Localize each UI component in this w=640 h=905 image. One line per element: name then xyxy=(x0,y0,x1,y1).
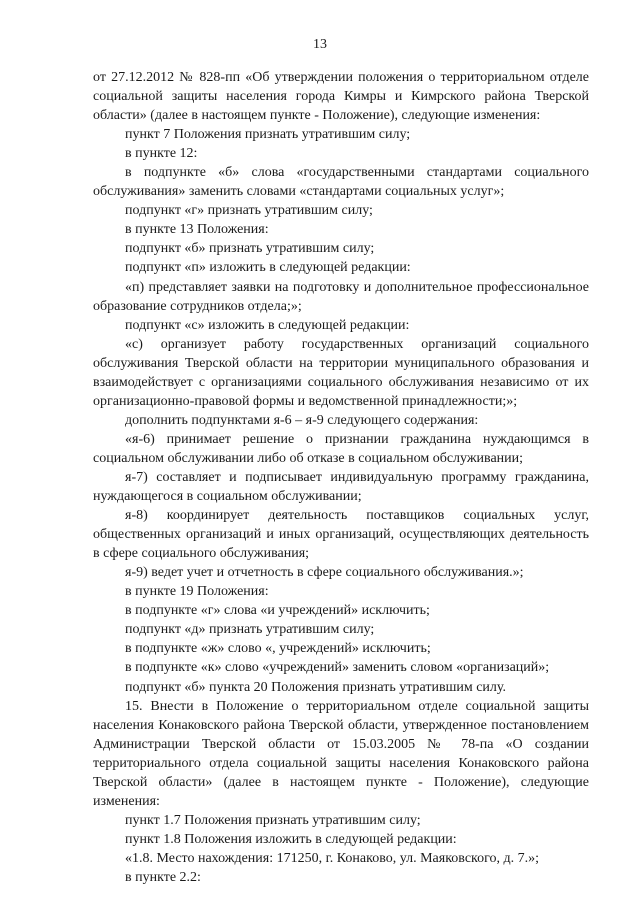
paragraph: подпункт «с» изложить в следующей редакции: xyxy=(125,317,410,333)
paragraph: подпункт «п» изложить в следующей редакции: xyxy=(125,260,411,276)
paragraph: в пункте 12: xyxy=(125,146,198,162)
paragraph: в пункте 19 Положения: xyxy=(125,584,269,600)
paragraph: в подпункте «б» слова «государственными стандартами социального обслуживания» заменить словами «стандартами социальных услуг»; xyxy=(93,165,589,200)
paragraph: подпункт «д» признать утратившим силу; xyxy=(125,622,375,638)
paragraph: пункт 1.7 Положения признать утратившим силу; xyxy=(125,812,421,828)
paragraph: я-9) ведет учет и отчетность в сфере социального обслуживания.»; xyxy=(125,565,524,581)
paragraph: «п) представляет заявки на подготовку и дополнительное профессиональное образование сотрудников отдела;»; xyxy=(93,279,589,314)
paragraph: подпункт «б» признать утратившим силу; xyxy=(125,241,375,257)
paragraph: я-8) координирует деятельность поставщиков социальных услуг, общественных организаций и иных организаций, осуществляющих деятельность в сфере социального обслуживания; xyxy=(93,508,589,562)
paragraph: в пункте 2.2: xyxy=(125,869,201,885)
paragraph: подпункт «г» признать утратившим силу; xyxy=(125,203,373,219)
paragraph: пункт 7 Положения признать утратившим силу; xyxy=(125,127,411,143)
paragraph-intro: от 27.12.2012 № 828-пп «Об утверждении положения о территориальном отделе социальной защиты населения города Кимры и Кимрского района Тверской области» (далее в настоящем пункте - Положение), следующие изменения: xyxy=(93,70,589,124)
paragraph: дополнить подпунктами я-6 – я-9 следующего содержания: xyxy=(125,412,479,428)
paragraph: «я-6) принимает решение о признании гражданина нуждающимся в социальном обслуживании либо об отказе в социальном обслуживании; xyxy=(93,431,589,466)
paragraph: в пункте 13 Положения: xyxy=(125,222,269,238)
paragraph: подпункт «б» пункта 20 Положения признать утратившим силу. xyxy=(125,679,506,695)
paragraph: «с) организует работу государственных организаций социального обслуживания Тверской области на территории муниципального образования и взаимодействует с организациями социального обслуживания независимо от их организационно-правовой формы и ведомственной принадлежности;»; xyxy=(93,336,589,409)
paragraph: «1.8. Место нахождения: 171250, г. Конаково, ул. Маяковского, д. 7.»; xyxy=(125,850,540,866)
paragraph: пункт 1.8 Положения изложить в следующей редакции: xyxy=(125,831,457,847)
paragraph-item-15: 15. Внести в Положение о территориальном отделе социальной защиты населения Конаковского района Тверской области, утвержденное постановлением Администрации Тверской области от 15.03.2005 № 78-па «О создании территориального отдела социальной защиты населения Конаковского района Тверской области» (далее в настоящем пункте - Положение), следующие изменения: xyxy=(93,698,589,809)
document-body xyxy=(93,68,589,887)
paragraph: я-7) составляет и подписывает индивидуальную программу гражданина, нуждающегося в социальном обслуживании; xyxy=(93,469,589,505)
paragraph: в подпункте «к» слово «учреждений» заменить словом «организаций»; xyxy=(125,660,550,676)
paragraph: в подпункте «г» слова «и учреждений» исключить; xyxy=(125,603,430,619)
page-number: 13 xyxy=(313,37,327,52)
paragraph: в подпункте «ж» слово «, учреждений» исключить; xyxy=(125,641,431,657)
